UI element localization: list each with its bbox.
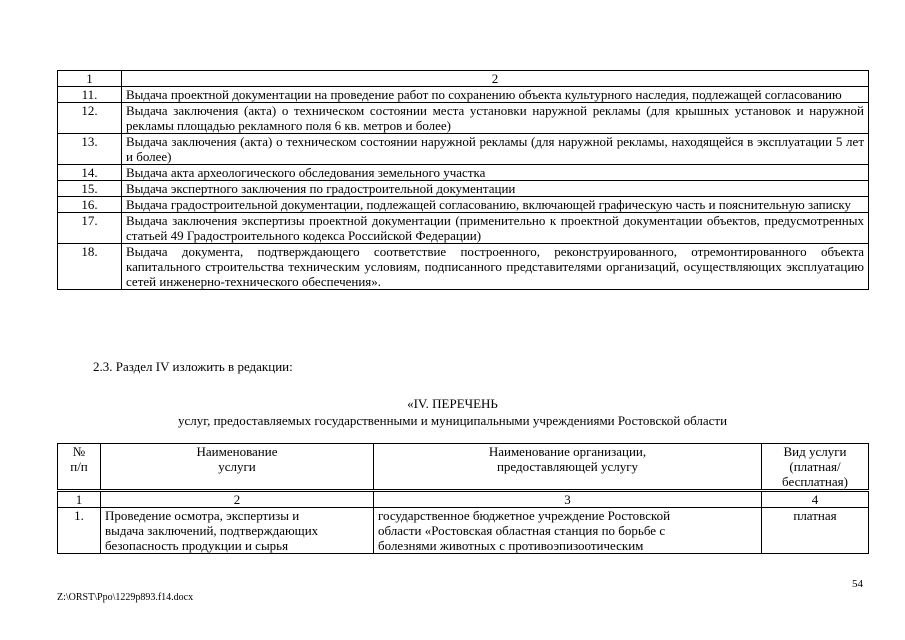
header-service-name [101, 444, 374, 491]
table-row [58, 244, 869, 290]
text-line: государственное бюджетное учреждение Ростовской [378, 508, 671, 523]
service-description: Выдача заключения экспертизы проектной документации (применительно к проектной документации объектов, предусмотренных статьей 49 Градостроительного кодекса Российской Федерации) [122, 213, 869, 244]
table-header-row [58, 444, 869, 491]
amendment-paragraph: 2.3. Раздел IV изложить в редакции: [93, 359, 293, 374]
file-path-footer: Z:\ORST\Ppo\1229p893.f14.docx [57, 592, 194, 603]
row-number: 15. [58, 181, 122, 197]
header-number [58, 444, 101, 491]
row-number: 13. [58, 134, 122, 165]
table-row [58, 165, 869, 181]
row-number: 16. [58, 197, 122, 213]
column-number-cell: 4 [762, 491, 869, 508]
service-description: Выдача акта археологического обследования земельного участка [122, 165, 869, 181]
header-line: предоставляющей услугу [496, 459, 639, 474]
column-number-cell: 3 [374, 491, 762, 508]
header-line: Вид услуги [783, 444, 847, 459]
header-line: услуги [218, 459, 256, 474]
row-number: 18. [58, 244, 122, 290]
service-description: Выдача экспертного заключения по градостроительной документации [122, 181, 869, 197]
table-row [58, 103, 869, 134]
header-organization [374, 444, 762, 491]
table-row [58, 134, 869, 165]
service-description: Выдача заключения (акта) о техническом состоянии места установки наружной рекламы (для крышных установок и наружной рекламы площадью рекламного поля 6 кв. метров и более) [122, 103, 869, 134]
header-line: п/п [70, 459, 88, 474]
organization-name [374, 508, 762, 554]
table-row [58, 197, 869, 213]
text-line: безопасность продукции и сырья [105, 538, 289, 553]
table-row [58, 213, 869, 244]
column-numbers-row [58, 491, 869, 508]
header-line: бесплатная) [782, 474, 848, 489]
service-name [101, 508, 374, 554]
column-number-cell: 1 [58, 491, 101, 508]
services-list-table [57, 443, 869, 554]
page-number: 54 [852, 578, 863, 590]
table-row [58, 181, 869, 197]
service-description: Выдача градостроительной документации, подлежащей согласованию, включающей графическую часть и пояснительную записку [122, 197, 869, 213]
text-line: Проведение осмотра, экспертизы и [105, 508, 300, 523]
column-number-cell: 2 [101, 491, 374, 508]
column-number-cell: 1 [58, 71, 122, 87]
services-table-continued [57, 70, 869, 290]
section-subtitle: услуг, предоставляемых государственными и муниципальными учреждениями Ростовской области [177, 413, 728, 428]
service-description: Выдача проектной документации на проведение работ по сохранению объекта культурного наследия, подлежащей согласованию [122, 87, 869, 103]
header-service-type [762, 444, 869, 491]
service-description: Выдача заключения (акта) о техническом состоянии наружной рекламы (для наружной рекламы, находящейся в эксплуатации 5 лет и более) [122, 134, 869, 165]
service-type: платная [762, 508, 869, 554]
column-number-cell: 2 [122, 71, 869, 87]
header-line: Наименование организации, [488, 444, 647, 459]
table-row [58, 87, 869, 103]
row-number: 14. [58, 165, 122, 181]
header-line: (платная/ [789, 459, 841, 474]
row-number: 11. [58, 87, 122, 103]
text-line: выдача заключений, подтверждающих [105, 523, 319, 538]
section-title: «IV. ПЕРЕЧЕНЬ [407, 396, 498, 411]
row-number: 12. [58, 103, 122, 134]
text-line: области «Ростовская областная станция по борьбе с [378, 523, 666, 538]
header-line: № [72, 444, 86, 459]
text-line: болезнями животных с противоэпизоотическим [378, 538, 644, 553]
service-description: Выдача документа, подтверждающего соответствие построенного, реконструированного, отремонтированного объекта капитального строительства техническим условиям, подписанного представителями организаций, осуществляющих эксплуатацию сетей инженерно-технического обеспечения». [122, 244, 869, 290]
table-row [58, 508, 869, 554]
row-number: 1. [58, 508, 101, 554]
row-number: 17. [58, 213, 122, 244]
header-line: Наименование [196, 444, 278, 459]
table-header-row [58, 71, 869, 87]
